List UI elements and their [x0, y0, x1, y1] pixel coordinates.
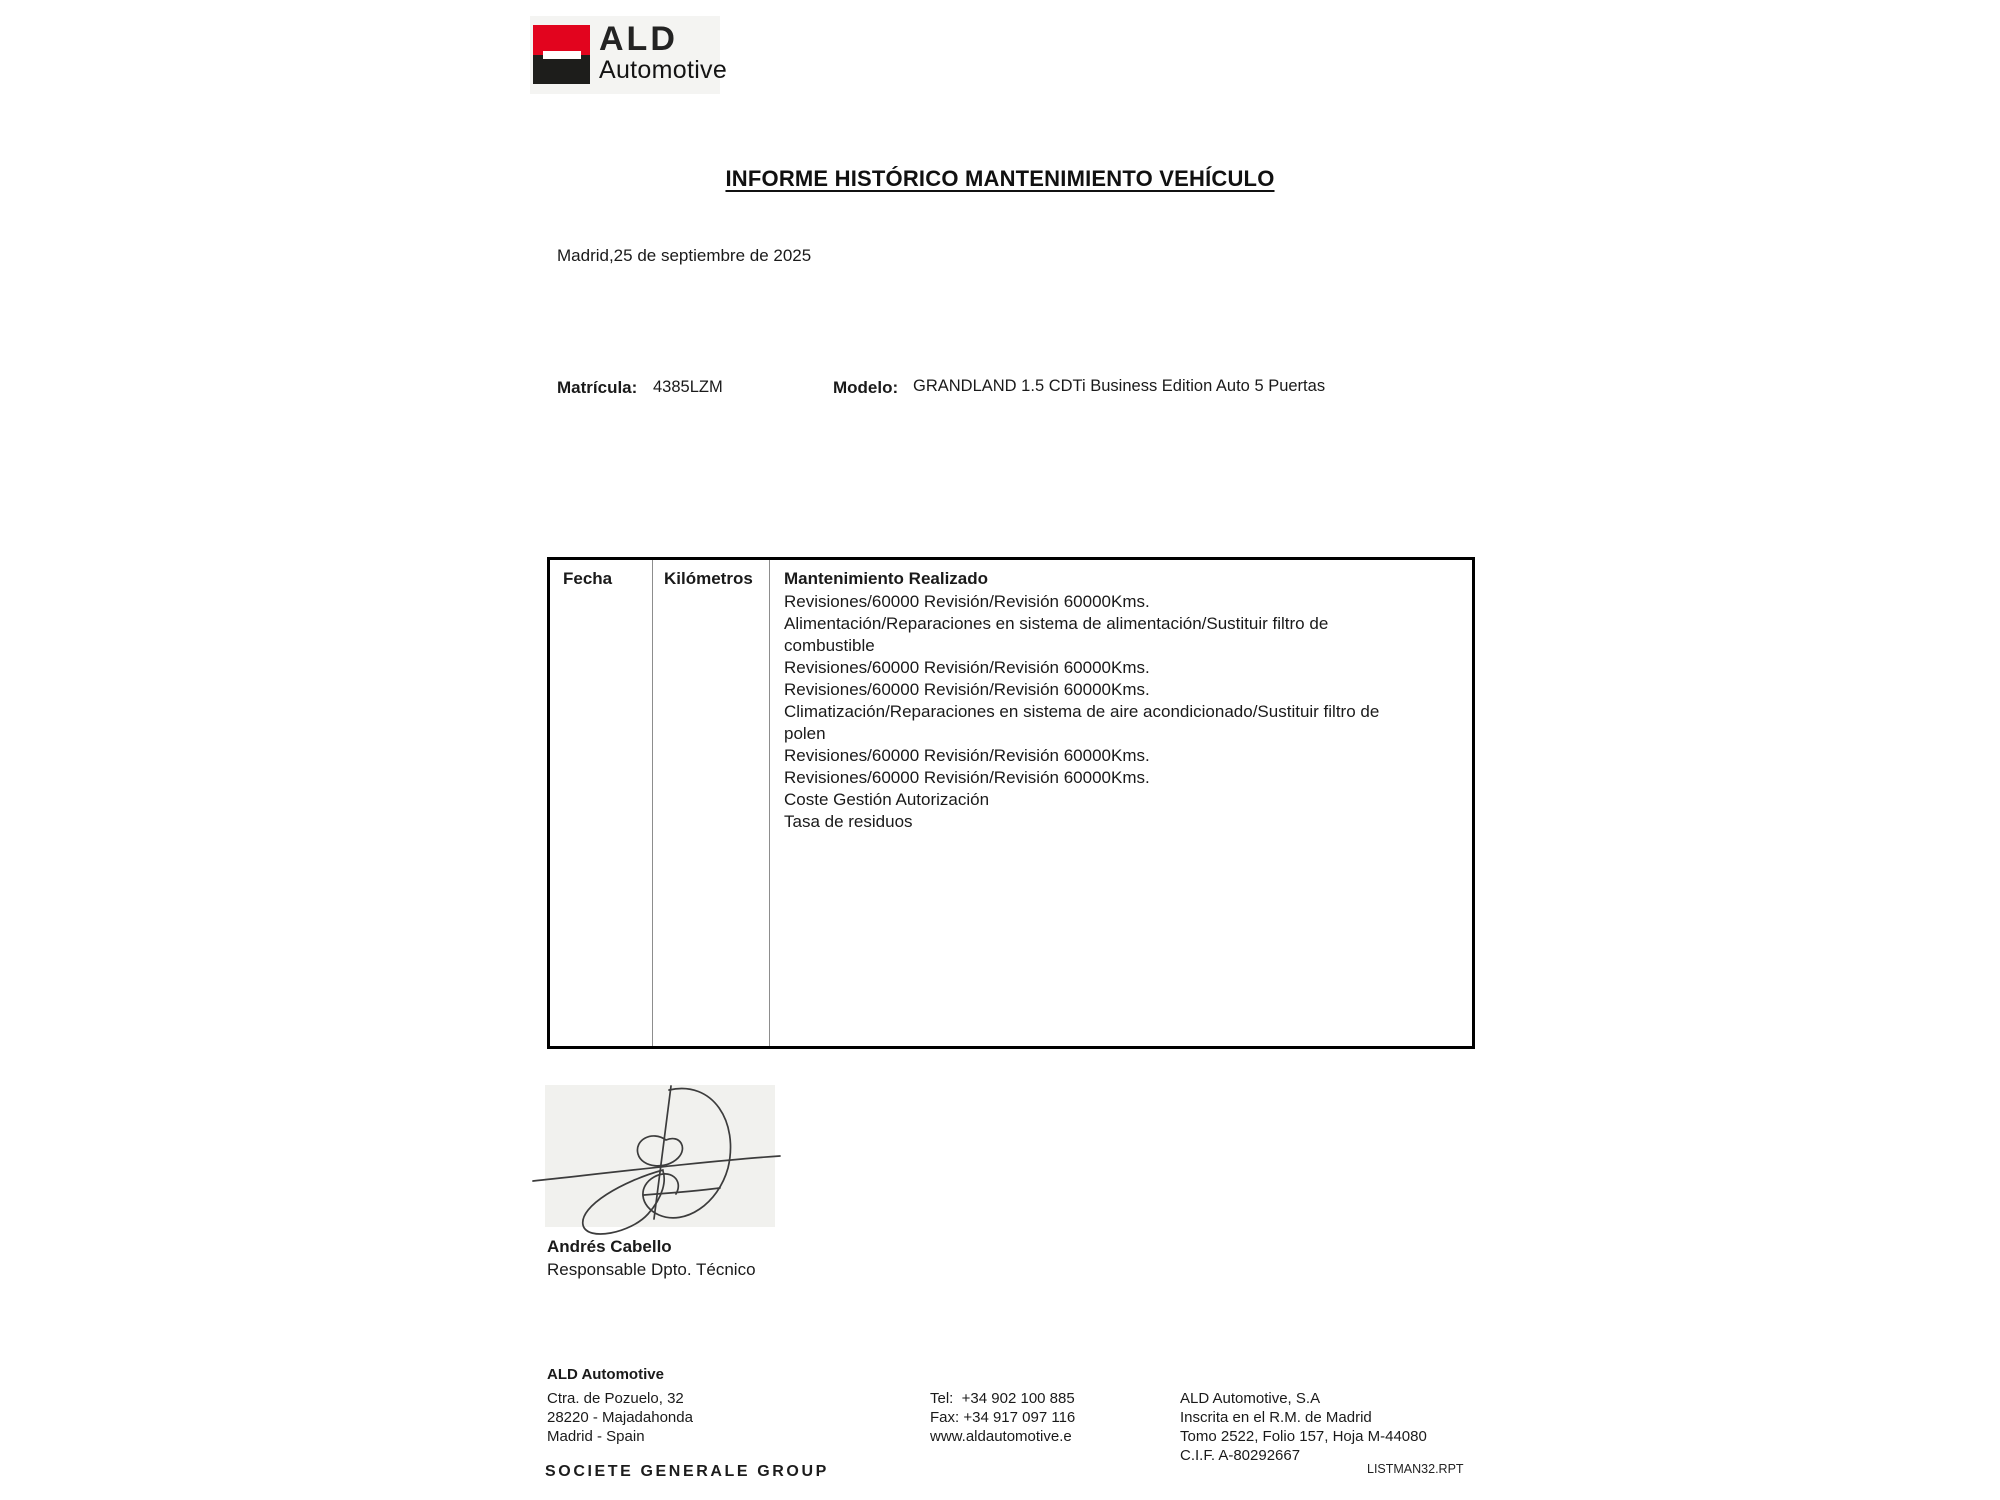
modelo-label: Modelo: [833, 378, 899, 397]
matricula-value: 4385LZM [653, 378, 723, 396]
logo-brand-text: ALD [599, 20, 678, 58]
maintenance-line: Revisiones/60000 Revisión/Revisión 60000Kms. [784, 592, 1150, 611]
maintenance-line: Revisiones/60000 Revisión/Revisión 60000Kms. [784, 768, 1150, 787]
footer-legal-line: ALD Automotive, S.A [1180, 1390, 1321, 1407]
footer-address-line: Ctra. de Pozuelo, 32 [547, 1390, 684, 1407]
modelo-value: GRANDLAND 1.5 CDTi Business Edition Auto 5 Puertas [913, 377, 1326, 395]
maintenance-line: Alimentación/Reparaciones en sistema de alimentación/Sustituir filtro de [784, 614, 1329, 633]
dateline: Madrid,25 de septiembre de 2025 [557, 246, 812, 265]
footer-legal-line: Inscrita en el R.M. de Madrid [1180, 1409, 1372, 1426]
footer-company-name: ALD Automotive [547, 1366, 664, 1383]
maintenance-line: polen [784, 724, 826, 743]
maintenance-lines [784, 591, 1379, 833]
footer-contact-line: Tel: +34 902 100 885 [930, 1390, 1075, 1407]
maintenance-table [547, 557, 1475, 1049]
logo-black-half [533, 55, 590, 85]
footer-contact [930, 1389, 1075, 1446]
signer-role: Responsable Dpto. Técnico [547, 1260, 756, 1279]
column-header-mantenimiento: Mantenimiento Realizado [784, 569, 989, 588]
maintenance-line: Coste Gestión Autorización [784, 790, 990, 809]
footer-address-line: Madrid - Spain [547, 1428, 645, 1445]
maintenance-line: Revisiones/60000 Revisión/Revisión 60000Kms. [784, 680, 1150, 699]
maintenance-line: Revisiones/60000 Revisión/Revisión 60000Kms. [784, 658, 1150, 677]
footer-legal [1180, 1389, 1427, 1465]
page-title: INFORME HISTÓRICO MANTENIMIENTO VEHÍCULO [725, 166, 1275, 191]
maintenance-line: Climatización/Reparaciones en sistema de aire acondicionado/Sustituir filtro de [784, 702, 1380, 721]
signer-name: Andrés Cabello [547, 1237, 672, 1256]
footer-contact-line: Fax: +34 917 097 116 [930, 1409, 1076, 1426]
footer-legal-line: Tomo 2522, Folio 157, Hoja M-44080 [1180, 1428, 1427, 1445]
footer-group-name: SOCIETE GENERALE GROUP [545, 1463, 829, 1480]
column-header-kilometros: Kilómetros [664, 569, 753, 588]
logo-sub-text: Automotive [599, 56, 728, 84]
footer-address [547, 1389, 693, 1446]
footer-legal-line: C.I.F. A-80292667 [1180, 1447, 1301, 1464]
column-header-fecha: Fecha [563, 569, 613, 588]
maintenance-line: Tasa de residuos [784, 812, 913, 831]
column-divider [769, 560, 770, 1046]
maintenance-line: Revisiones/60000 Revisión/Revisión 60000Kms. [784, 746, 1150, 765]
maintenance-line: combustible [784, 636, 875, 655]
report-filename: LISTMAN32.RPT [1367, 1462, 1464, 1476]
matricula-label: Matrícula: [557, 378, 638, 397]
ald-logo-square-icon [533, 25, 590, 84]
logo-white-bar [543, 51, 581, 59]
footer-address-line: 28220 - Majadahonda [547, 1409, 693, 1426]
column-divider [652, 560, 653, 1046]
footer-contact-line: www.aldautomotive.e [930, 1428, 1072, 1445]
signature-image [527, 1076, 787, 1236]
